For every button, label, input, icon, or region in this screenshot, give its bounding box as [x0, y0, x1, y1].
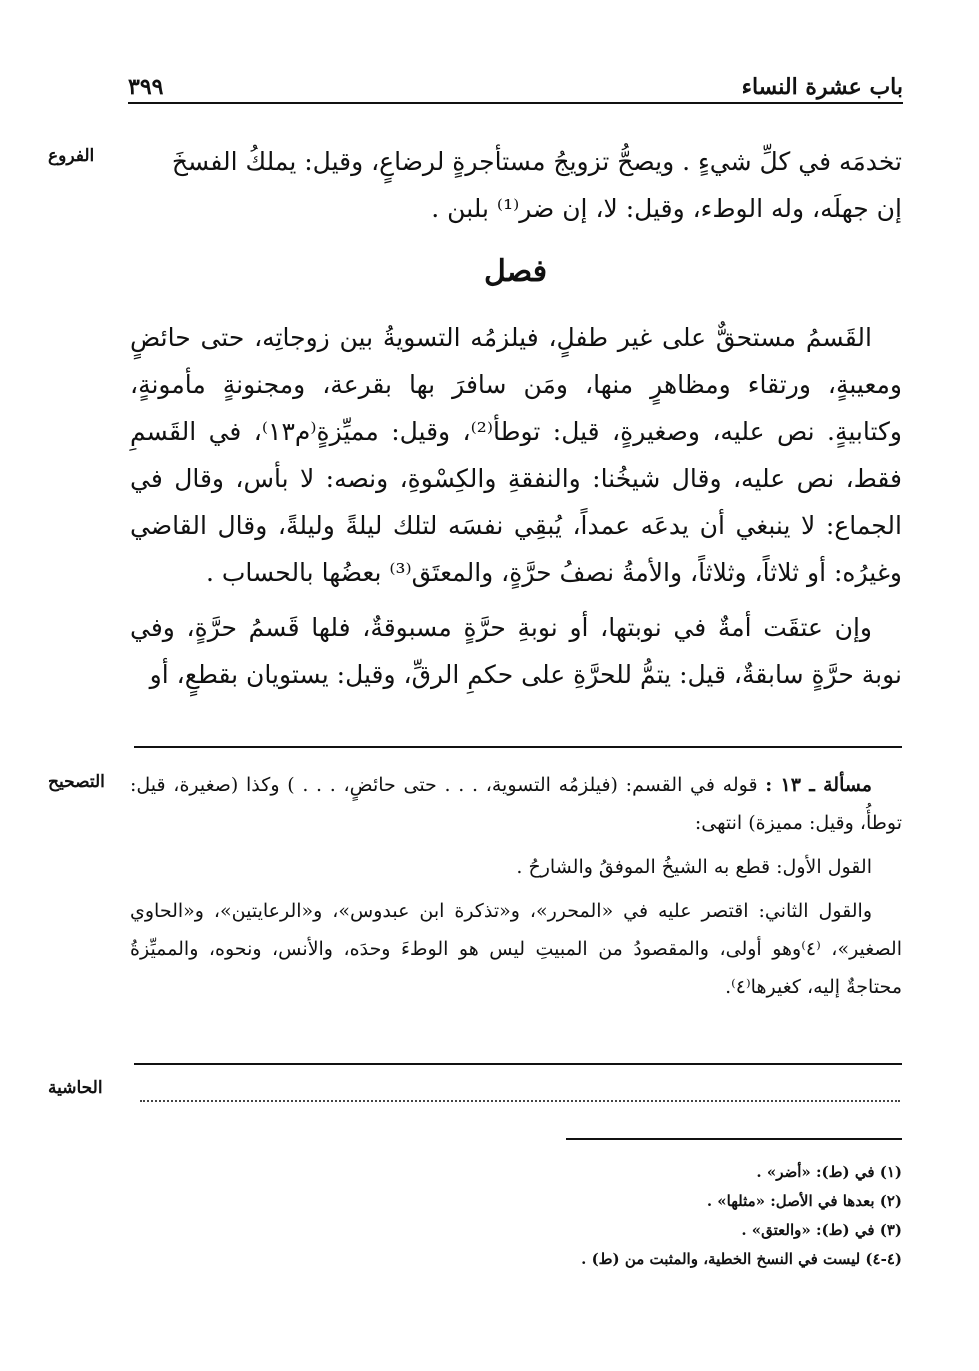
masala-label: مسألة ـ ١٣ :	[765, 774, 872, 796]
tashih-divider	[134, 1063, 902, 1065]
section-divider	[134, 746, 902, 748]
footnote-1: (١) في (ط): «أضر» .	[756, 1163, 902, 1181]
footnote-4: (٤-٤) ليست في النسخ الخطية، والمثبت من (ط) .	[581, 1250, 902, 1268]
tashih-paragraph-1	[130, 766, 902, 842]
main-text	[130, 314, 902, 698]
label-hashiya: الحاشية	[48, 1078, 103, 1098]
tashih-paragraph-2: القول الأول: قطع به الشيخُ الموفقُ والشارحُ .	[516, 856, 872, 878]
page-header	[128, 70, 903, 104]
section-heading: فصل	[483, 254, 548, 289]
masala-text: قوله في القسم: (فيلزمُه التسوية، . . . حتى حائضٍ، . . . ) وكذا (صغيرة، قيل: توطأُ، وقيل: مميزة) انتهى:	[130, 774, 902, 834]
label-furu: الفروع	[48, 146, 95, 166]
tashih-paragraph-3: والقول الثاني: اقتصر عليه في «المحرر»، و«تذكرة ابن عبدوس»، و«الرعايتين»، و«الحاوي الصغير»، ⁽٤⁾وهو أولى، والمقصودُ من المبيتِ ليس هو الوطءَ وحدَه، والأنس، ونحوه، والمميِّزةُ محتاجةٌ إليه، كغيرها⁽٤⁾.	[130, 900, 902, 998]
tashih-text	[130, 766, 902, 1006]
intro-line-2: إن جهلَه، وله الوطء، وقيل: لا، إن ضر⁽¹⁾ بلبن .	[431, 194, 902, 223]
running-title: باب عشرة النساء	[741, 74, 903, 100]
intro-text	[130, 138, 902, 232]
intro-line-1: تخدمَه في كلِّ شيءٍ . ويصحُّ تزويجُ مستأجرةٍ لرضاعٍ، وقيل: يملكُ الفسخَ	[171, 147, 902, 176]
footnote-separator	[566, 1138, 902, 1140]
footnote-2: (٢) بعدها في الأصل: «مثلها» .	[706, 1192, 902, 1210]
footnote-3: (٣) في (ط): «والعتق» .	[741, 1221, 902, 1239]
footnotes	[130, 1158, 902, 1274]
page-number: ٣٩٩	[128, 74, 164, 100]
label-tashih: التصحيح	[48, 772, 105, 792]
hashiya-dotted-line	[140, 1100, 900, 1102]
main-paragraph-1: القَسمُ مستحقٌّ على غير طفلٍ، فيلزمُه التسويةُ بين زوجاتِه، حتى حائضٍ ومعيبةٍ، ورتقاء ومظاهرٍ منها، ومَن سافرَ بها بقرعة، ومجنونةٍ مأمونةٍ، وكتابيةٍ. نص عليه، وصغيرةٍ، قيل: توطأ⁽²⁾، وقيل: مميِّزةٍ⁽م١٣⁾، في القَسمِ فقط، نص عليه، وقال شيخُنا: والنفقةِ والكِسْوةِ، ونصه: لا بأس، وقال في الجماع: لا ينبغي أن يدعَه عمداً، يُبقِي نفسَه لتلك ليلةً وليلةً، وقال القاضي وغيرُه: أو ثلاثاً، وثلاثاً، والأمةُ نصفُ حرَّةٍ، والمعتَق⁽³⁾ بعضُها بالحساب .	[130, 323, 902, 587]
main-paragraph-2: وإن عتقَت أمةٌ في نوبتها، أو نوبةِ حرَّةٍ مسبوقةٌ، فلها قَسمُ حرَّةٍ، وفي نوبة حرَّةٍ سابقةٌ، قيل: يتمُّ للحرَّةِ على حكمِ الرقِّ، وقيل: يستويان بقطعٍ، أو	[130, 613, 902, 689]
